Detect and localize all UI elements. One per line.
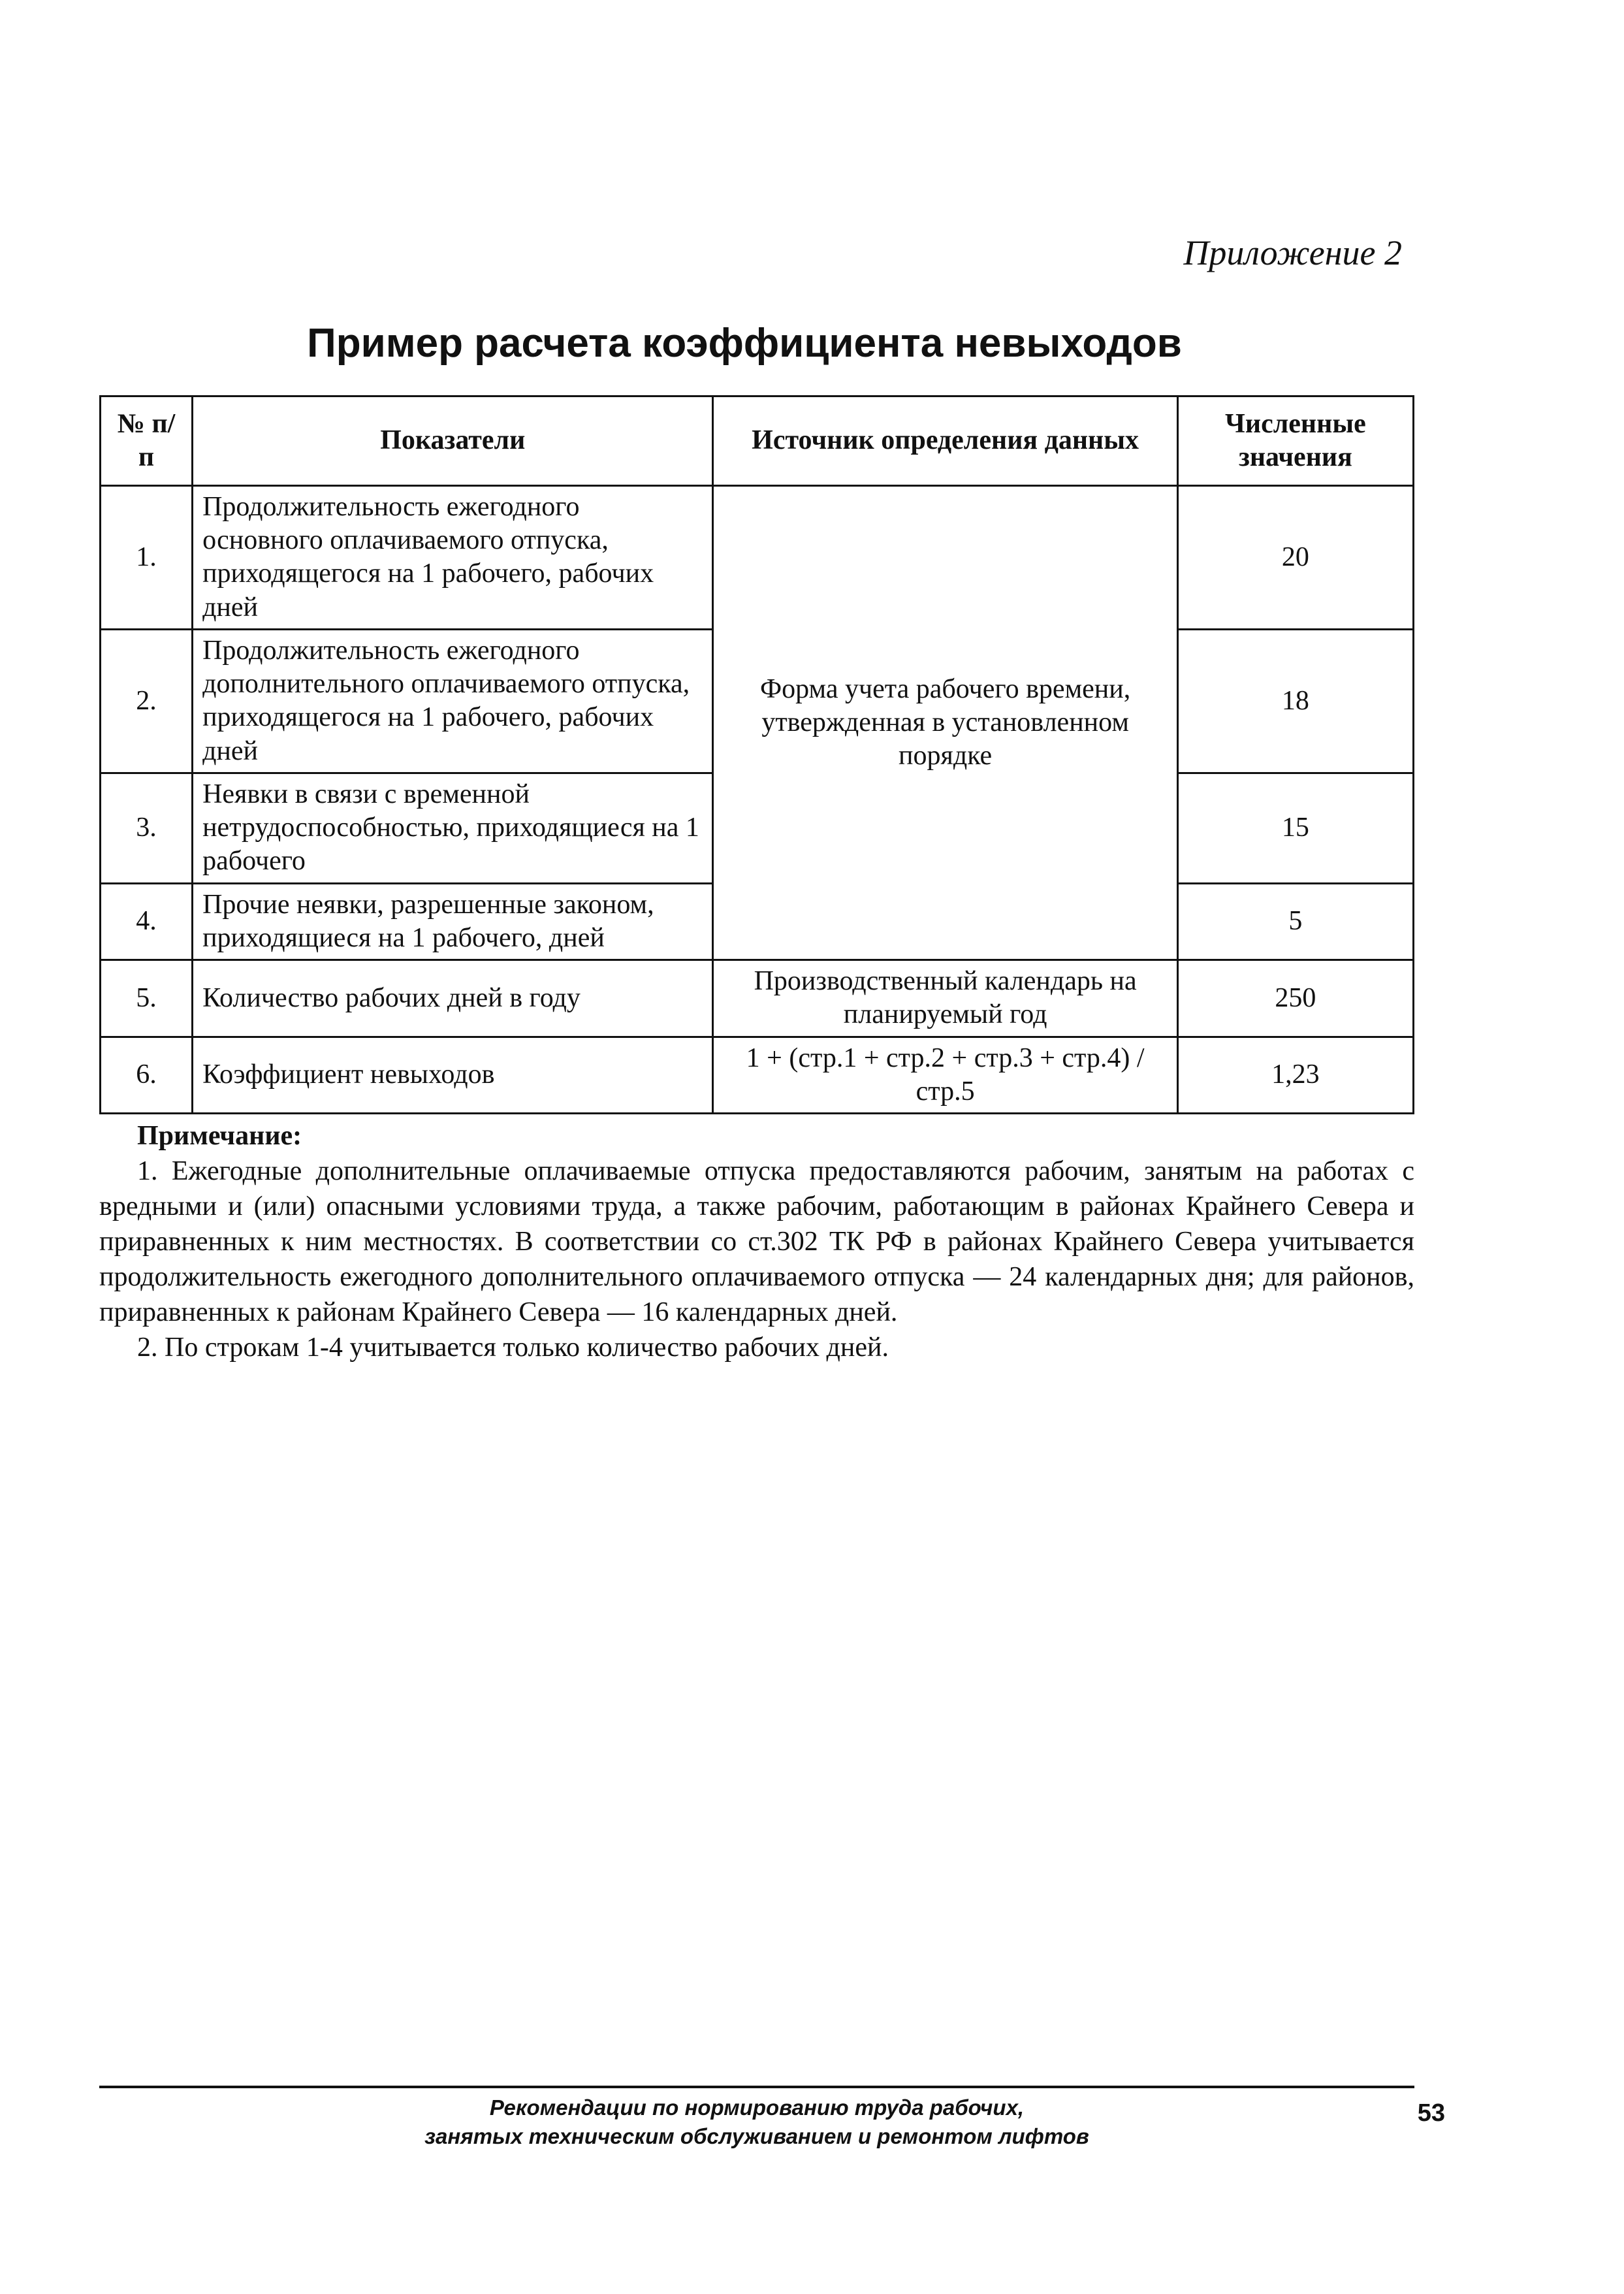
row-num: 3. (101, 773, 193, 883)
header-indicator: Показатели (193, 396, 713, 486)
footer-divider (99, 2086, 1414, 2088)
header-value: Численные значения (1177, 396, 1413, 486)
table-header-row (101, 396, 1414, 486)
row-value: 20 (1177, 486, 1413, 630)
page-title: Пример расчета коэффициента невыходов (307, 321, 1182, 366)
footer-line-1: Рекомендации по нормированию труда рабочих, (489, 2095, 1025, 2120)
footer-line-2: занятых техническим обслуживанием и ремонтом лифтов (424, 2124, 1089, 2148)
coefficient-table (99, 395, 1414, 1114)
row-indicator: Продолжительность ежегодного основного оплачиваемого отпуска, приходящегося на 1 рабочего, рабочих дней (193, 486, 713, 630)
row-num: 6. (101, 1037, 193, 1113)
row-source: Производственный календарь на планируемый год (713, 960, 1177, 1037)
row-indicator: Прочие неявки, разрешенные законом, приходящиеся на 1 рабочего, дней (193, 883, 713, 960)
note-item: 1. Ежегодные дополнительные оплачиваемые отпуска предоставляются рабочим, занятым на работах с вредными и (или) опасными условиями труда, а также рабочим, работающим в районах Крайнего Севера и приравненных к ним местностях. В соответствии со ст.302 ТК РФ в районах Крайнего Севера учитывается продолжительность ежегодного дополнительного оплачиваемого отпуска — 24 календарных дня; для районов, приравненных к районам Крайнего Севера — 16 календарных дней. (99, 1156, 1414, 1327)
footer-caption (99, 2093, 1414, 2151)
row-value: 5 (1177, 883, 1413, 960)
row-value: 18 (1177, 629, 1413, 773)
notes-heading: Примечание: (137, 1121, 302, 1151)
notes-section (99, 1118, 1414, 1365)
table-row (101, 960, 1414, 1037)
row-num: 4. (101, 883, 193, 960)
row-indicator: Неявки в связи с временной нетрудоспособностью, приходящиеся на 1 рабочего (193, 773, 713, 883)
header-num: № п/п (101, 396, 193, 486)
row-source: 1 + (стр.1 + стр.2 + стр.3 + стр.4) / стр.5 (713, 1037, 1177, 1113)
merged-source-cell: Форма учета рабочего времени, утвержденная в установленном порядке (713, 486, 1177, 960)
row-value: 1,23 (1177, 1037, 1413, 1113)
header-source: Источник определения данных (713, 396, 1177, 486)
table-row (101, 486, 1414, 630)
note-item: 2. По строкам 1-4 учитывается только количество рабочих дней. (137, 1333, 889, 1363)
row-indicator: Коэффициент невыходов (193, 1037, 713, 1113)
row-num: 1. (101, 486, 193, 630)
appendix-label: Приложение 2 (1183, 233, 1402, 272)
table-row (101, 1037, 1414, 1113)
row-value: 15 (1177, 773, 1413, 883)
row-indicator: Продолжительность ежегодного дополнительного оплачиваемого отпуска, приходящегося на 1 рабочего, рабочих дней (193, 629, 713, 773)
row-indicator: Количество рабочих дней в году (193, 960, 713, 1037)
page-number: 53 (1417, 2099, 1445, 2127)
row-value: 250 (1177, 960, 1413, 1037)
row-num: 5. (101, 960, 193, 1037)
row-num: 2. (101, 629, 193, 773)
